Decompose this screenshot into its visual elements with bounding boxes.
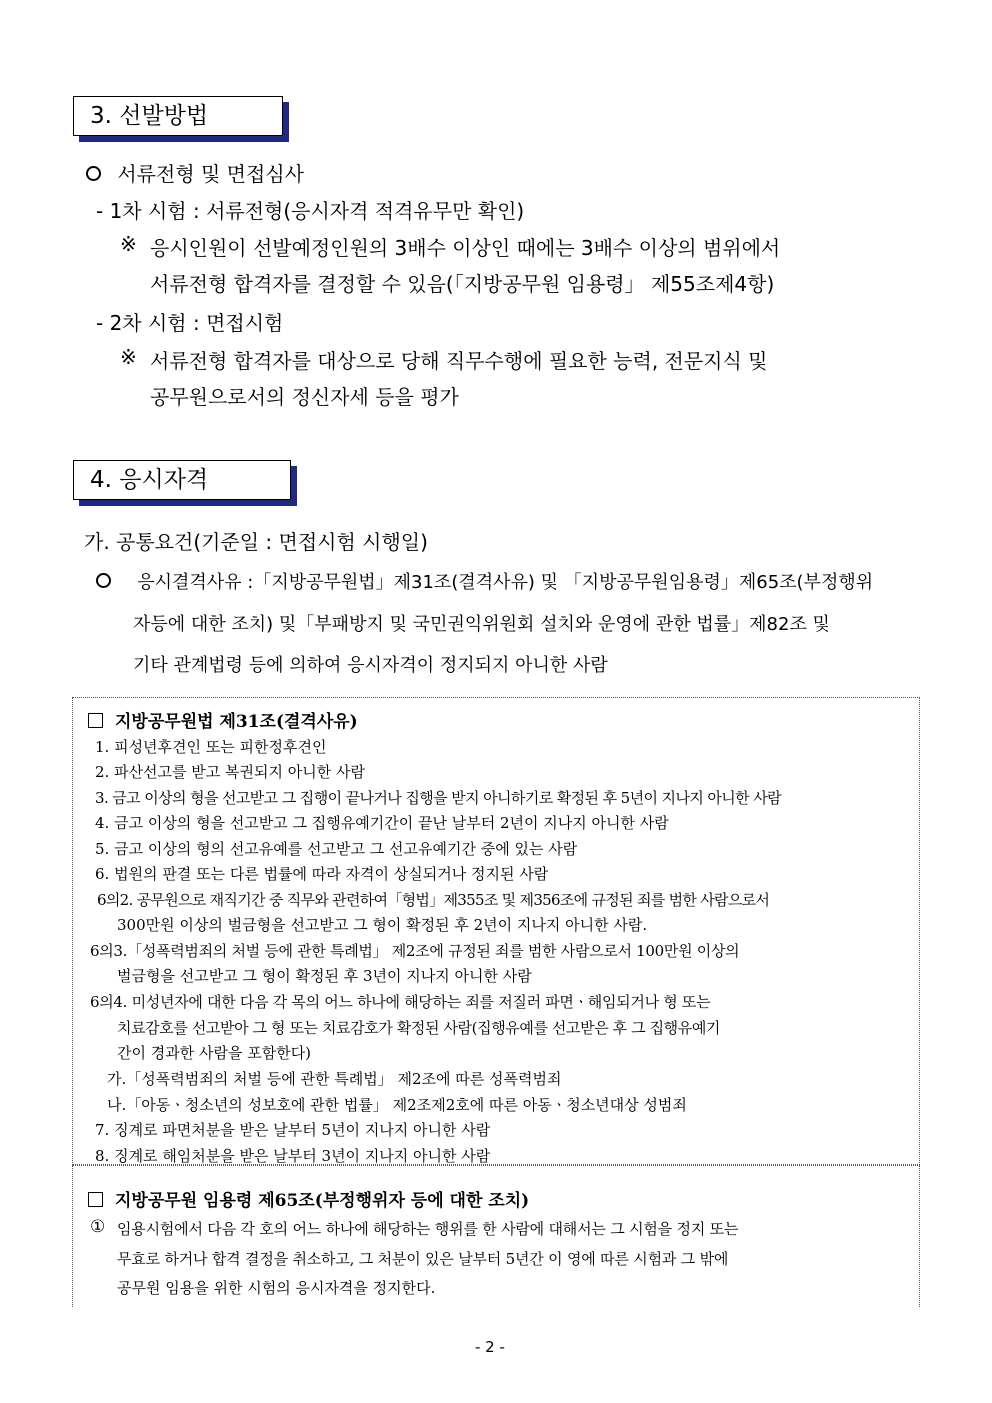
common-requirements: 가. 공통요건(기준일 : 면접시험 시행일) bbox=[84, 530, 428, 554]
list-item: 나.「아동ㆍ청소년의 성보호에 관한 법률」 제2조제2호에 따른 아동ㆍ청소년대상 성범죄 bbox=[107, 1096, 687, 1114]
checkbox-square-icon bbox=[88, 1192, 103, 1207]
list-item: 6의3.「성폭력범죄의 처벌 등에 관한 특례법」 제2조에 규정된 죄를 범한 사람으로서 100만원 이상의 bbox=[90, 942, 740, 960]
list-item: 6. 법원의 판결 또는 다른 법률에 따라 자격이 상실되거나 정지된 사람 bbox=[95, 865, 549, 883]
first-exam-note-line1: 응시인원이 선발예정인원의 3배수 이상인 때에는 3배수 이상의 범위에서 bbox=[150, 236, 781, 260]
article-65-line1: 임용시험에서 다음 각 호의 어느 하나에 해당하는 행위를 한 사람에 대해서는 그 시험을 정지 또는 bbox=[117, 1220, 739, 1238]
article-65-mark: ① bbox=[90, 1217, 106, 1237]
article-65-line3: 공무원 임용을 위한 시험의 응시자격을 정지한다. bbox=[117, 1279, 436, 1297]
section-4-title: 4. 응시자격 bbox=[90, 467, 209, 493]
list-item: 3. 금고 이상의 형을 선고받고 그 집행이 끝나거나 집행을 받지 아니하기로 확정된 후 5년이 지나지 아니한 사람 bbox=[95, 789, 782, 807]
disqualification-line3: 기타 관계법령 등에 의하여 응시자격이 정지되지 아니한 사람 bbox=[133, 655, 608, 676]
page-number: - 2 - bbox=[475, 1338, 505, 1356]
first-exam: - 1차 시험 : 서류전형(응시자격 적격유무만 확인) bbox=[96, 199, 525, 223]
first-exam-note-line2: 서류전형 합격자를 결정할 수 있음(「지방공무원 임용령」 제55조제4항) bbox=[150, 272, 775, 296]
first-exam-note-mark: ※ bbox=[120, 232, 137, 256]
list-item: 벌금형을 선고받고 그 형이 확정된 후 3년이 지나지 아니한 사람 bbox=[117, 967, 532, 985]
list-item: 2. 파산선고를 받고 복권되지 아니한 사람 bbox=[95, 763, 365, 781]
list-item: 6의4. 미성년자에 대한 다음 각 목의 어느 하나에 해당하는 죄를 저질러 파면ㆍ해임되거나 형 또는 bbox=[90, 993, 711, 1011]
list-item: 1. 피성년후견인 또는 피한정후견인 bbox=[95, 738, 327, 756]
article-65-line2: 무효로 하거나 합격 결정을 취소하고, 그 처분이 있은 날부터 5년간 이 영에 따른 시험과 그 밖에 bbox=[117, 1250, 729, 1268]
list-item: 5. 금고 이상의 형의 선고유예를 선고받고 그 선고유예기간 중에 있는 사람 bbox=[95, 840, 578, 858]
circle-bullet-icon bbox=[86, 166, 101, 181]
second-exam-note-line1: 서류전형 합격자를 대상으로 당해 직무수행에 필요한 능력, 전문지식 및 bbox=[150, 349, 768, 373]
article-65-title: 지방공무원 임용령 제65조(부정행위자 등에 대한 조치) bbox=[88, 1186, 529, 1211]
section-3-title: 3. 선발방법 bbox=[90, 103, 209, 129]
checkbox-square-icon bbox=[88, 713, 103, 728]
section-4-heading bbox=[73, 460, 291, 500]
list-item: 6의2. 공무원으로 재직기간 중 직무와 관련하여「형법」제355조 및 제356조에 규정된 죄를 범한 사람으로서 bbox=[97, 891, 770, 909]
circle-bullet-icon bbox=[96, 573, 111, 588]
list-item: 8. 징계로 해임처분을 받은 날부터 3년이 지나지 아니한 사람 bbox=[95, 1147, 491, 1165]
article-31-title: 지방공무원법 제31조(결격사유) bbox=[88, 707, 358, 732]
list-item: 4. 금고 이상의 형을 선고받고 그 집행유예기간이 끝난 날부터 2년이 지나지 아니한 사람 bbox=[95, 814, 669, 832]
second-exam-note-line2: 공무원으로서의 정신자세 등을 평가 bbox=[150, 385, 459, 409]
selection-method-item: 서류전형 및 면접심사 bbox=[86, 158, 304, 187]
section-3-heading bbox=[73, 96, 283, 136]
second-exam: - 2차 시험 : 면접시험 bbox=[96, 311, 284, 335]
list-item: 가.「성폭력범죄의 처벌 등에 관한 특례법」 제2조에 따른 성폭력범죄 bbox=[107, 1070, 562, 1088]
disqualification-line1: 응시결격사유 :「지방공무원법」제31조(결격사유) 및 「지방공무원임용령」제65조(부정행위 bbox=[96, 568, 873, 594]
list-item: 간이 경과한 사람을 포함한다) bbox=[117, 1044, 312, 1062]
disqualification-line2: 자등에 대한 조치) 및「부패방지 및 국민권익위원회 설치와 운영에 관한 법률」제82조 및 bbox=[133, 614, 830, 635]
list-item: 300만원 이상의 벌금형을 선고받고 그 형이 확정된 후 2년이 지나지 아니한 사람. bbox=[117, 916, 648, 934]
list-item: 치료감호를 선고받아 그 형 또는 치료감호가 확정된 사람(집행유예를 선고받은 후 그 집행유예기 bbox=[117, 1019, 721, 1037]
second-exam-note-mark: ※ bbox=[120, 345, 137, 369]
list-item: 7. 징계로 파면처분을 받은 날부터 5년이 지나지 아니한 사람 bbox=[95, 1121, 491, 1139]
